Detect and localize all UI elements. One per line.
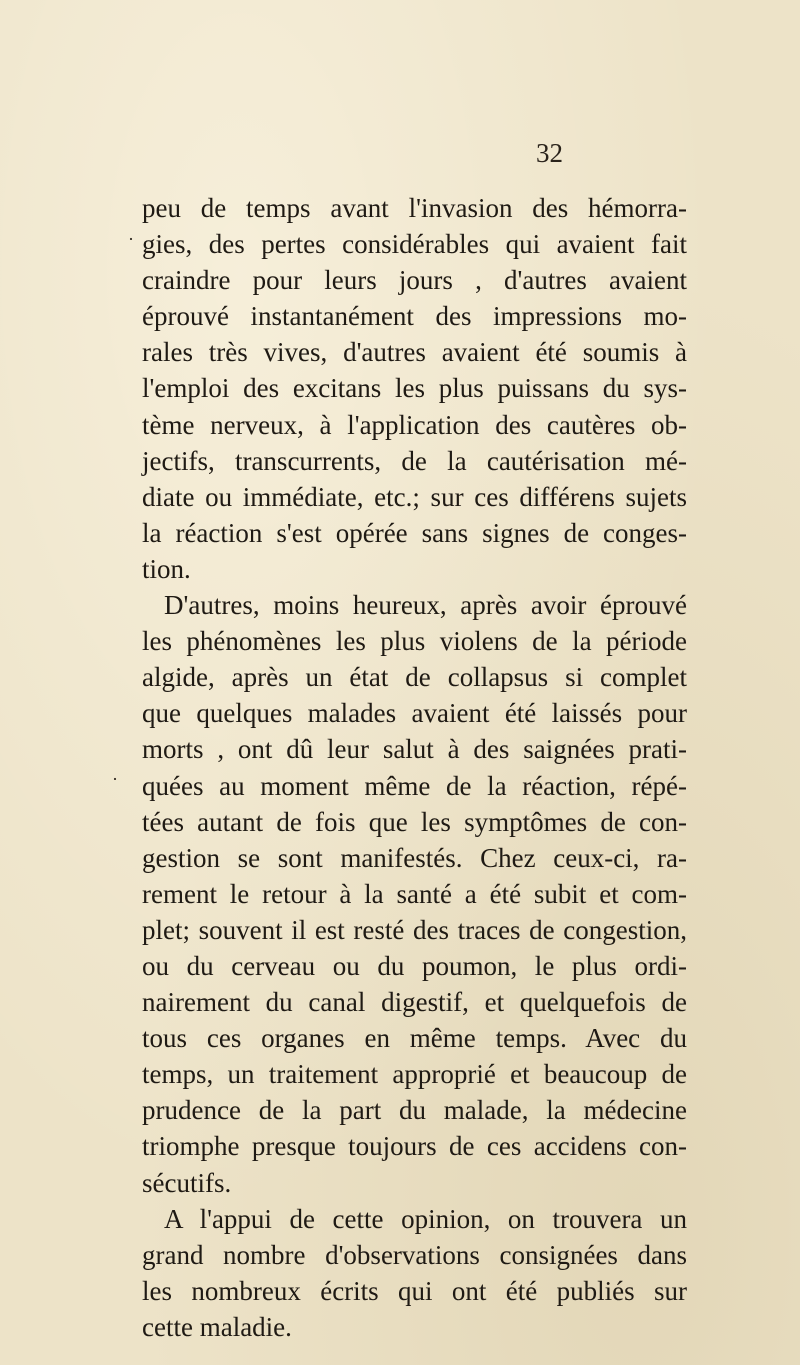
text-line: éprouvé instantanément des impressions mo- [142,301,687,332]
paragraph-2 [142,587,687,1201]
ink-speck: · [112,769,118,789]
text-line: la réaction s'est opérée sans signes de conges- [142,517,687,548]
text-line: A l'appui de cette opinion, on trouvera un [164,1203,687,1234]
text-line: tion. [142,553,191,584]
text-line: morts , ont dû leur salut à des saignées prati- [142,734,687,765]
page-number: 32 [536,138,563,168]
text-line: D'autres, moins heureux, après avoir éprouvé [164,590,687,621]
text-line: craindre pour leurs jours , d'autres avaient [142,265,687,296]
text-line: jectifs, transcurrents, de la cautérisation mé- [142,445,687,476]
text-line: temps, un traitement approprié et beaucoup de [142,1059,687,1090]
text-line: sécutifs. [142,1167,232,1198]
text-line: rales très vives, d'autres avaient été soumis à [142,337,687,368]
paragraph-3 [142,1201,687,1345]
text-line: gies, des pertes considérables qui avaient fait [142,229,687,260]
text-line: grand nombre d'observations consignées dans [142,1239,687,1270]
text-line: les nombreux écrits qui ont été publiés sur [142,1275,687,1306]
ink-speck: · [128,229,134,249]
text-line: que quelques malades avaient été laissés pour [142,698,687,729]
body-text [142,190,687,1345]
text-line: ou du cerveau ou du poumon, le plus ordi- [142,950,687,981]
text-line: tous ces organes en même temps. Avec du [142,1023,687,1054]
text-line: diate ou immédiate, etc.; sur ces différens sujets [142,481,687,512]
text-line: algide, après un état de collapsus si complet [142,662,687,693]
text-line: quées au moment même de la réaction, répé- [142,770,687,801]
paragraph-1 [142,190,687,587]
text-line: peu de temps avant l'invasion des hémorra- [142,193,687,223]
text-line: cette maladie. [142,1311,292,1342]
text-line: gestion se sont manifestés. Chez ceux-ci, ra- [142,842,687,873]
text-line: tées autant de fois que les symptômes de con- [142,806,687,837]
text-line: triomphe presque toujours de ces accidens con- [142,1131,687,1162]
text-line: prudence de la part du malade, la médecine [142,1095,687,1126]
text-line: l'emploi des excitans les plus puissans du sys- [142,373,687,404]
text-line: les phénomènes les plus violens de la période [142,626,687,657]
text-line: tème nerveux, à l'application des cautères ob- [142,409,687,440]
text-line: rement le retour à la santé a été subit et com- [142,878,687,909]
text-line: plet; souvent il est resté des traces de congestion, [142,914,687,945]
text-line: nairement du canal digestif, et quelquefois de [142,987,687,1018]
